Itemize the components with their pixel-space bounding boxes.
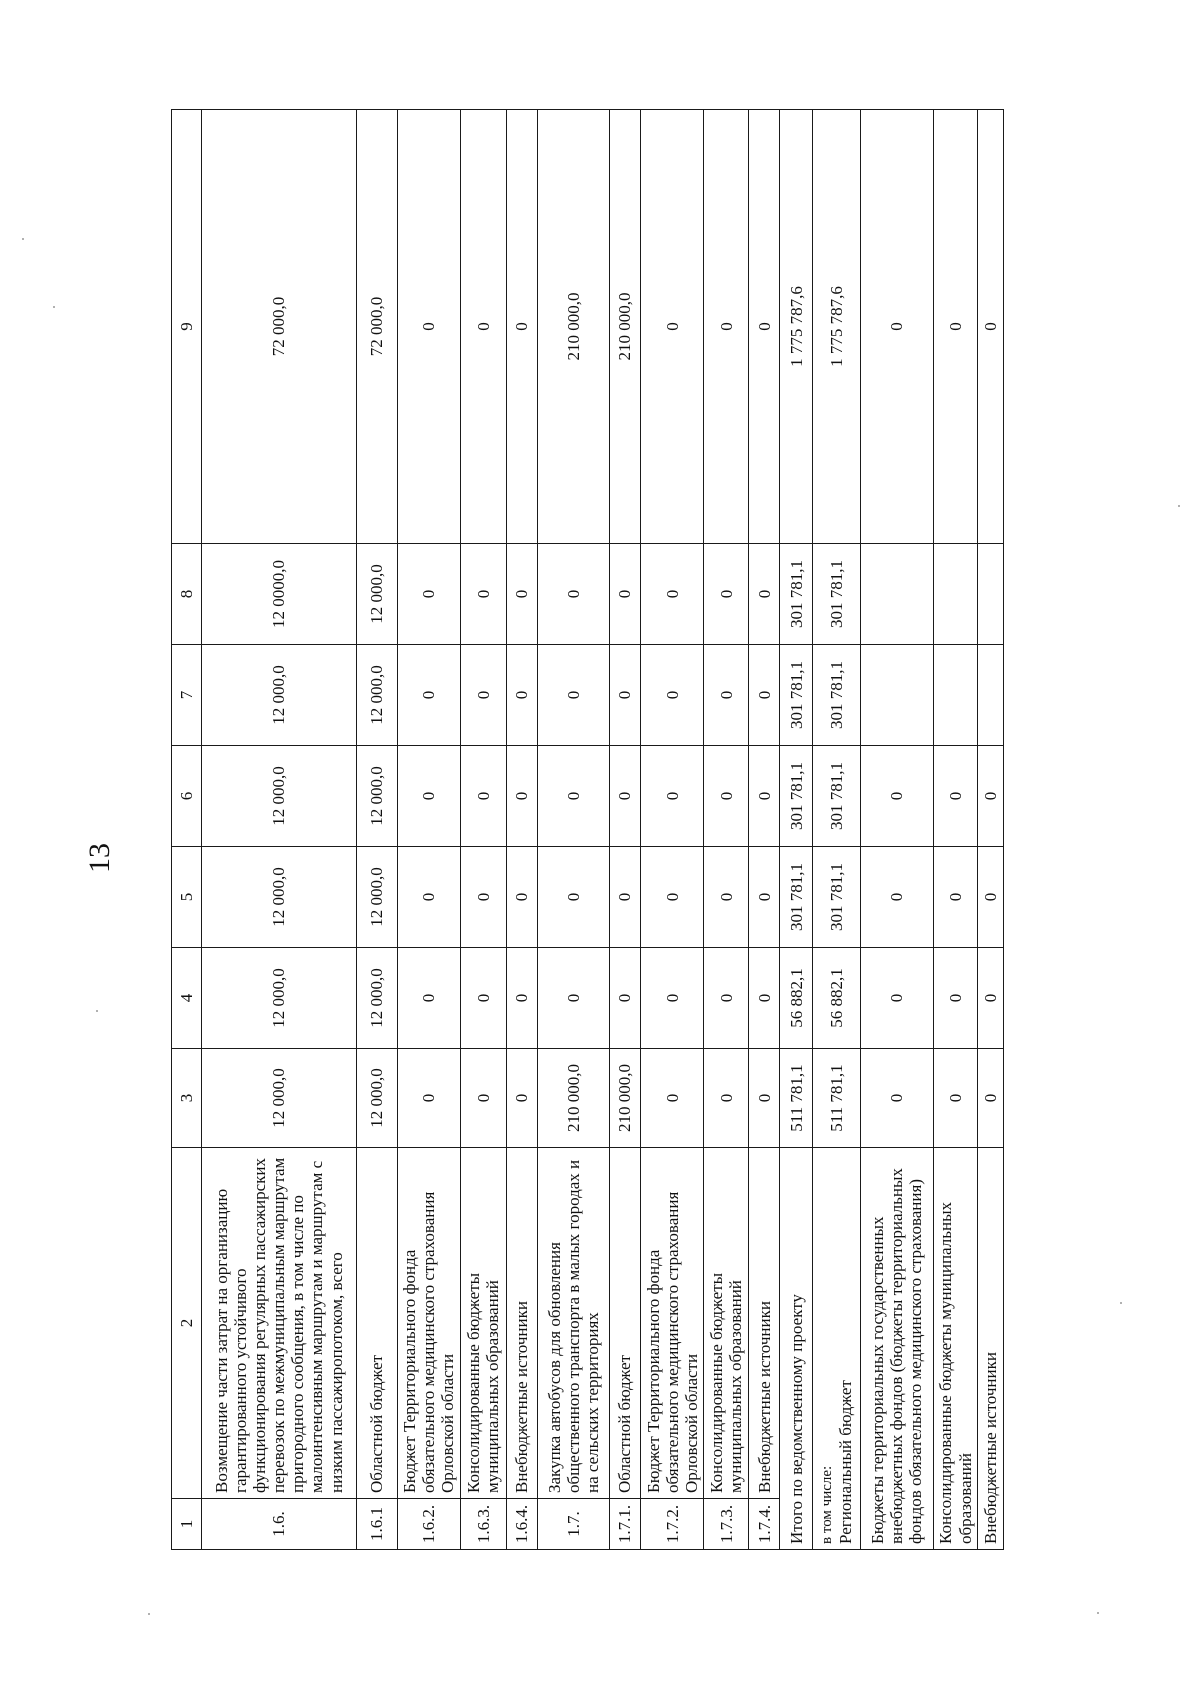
row-description: Закупка автобусов для обновления общественного транспорта в малых городах и на сельских территориях bbox=[538, 1148, 609, 1499]
value-cell: 0 bbox=[397, 544, 460, 645]
table-row bbox=[397, 110, 460, 1550]
total-cell: 0 bbox=[460, 110, 506, 544]
value-cell: 301 781,1 bbox=[813, 847, 861, 948]
value-cell: 0 bbox=[704, 847, 749, 948]
value-cell: 301 781,1 bbox=[813, 645, 861, 746]
row-id: 1.7.3. bbox=[704, 1499, 749, 1550]
value-cell: 0 bbox=[609, 544, 641, 645]
table-row bbox=[749, 110, 780, 1550]
table-row bbox=[538, 110, 609, 1550]
table-row bbox=[641, 110, 704, 1550]
value-cell: 0 bbox=[749, 746, 780, 847]
value-cell: 0 bbox=[538, 847, 609, 948]
table-row bbox=[202, 110, 357, 1550]
value-cell: 12 0000,0 bbox=[202, 544, 357, 645]
total-cell: 0 bbox=[704, 110, 749, 544]
value-cell: 0 bbox=[397, 746, 460, 847]
total-label: Внебюджетные источники bbox=[978, 1148, 1004, 1550]
value-cell: 0 bbox=[641, 645, 704, 746]
value-cell: 0 bbox=[460, 544, 506, 645]
value-cell: 0 bbox=[749, 948, 780, 1049]
value-cell: 0 bbox=[506, 746, 538, 847]
scan-speck bbox=[1120, 1302, 1122, 1304]
value-cell: 0 bbox=[397, 948, 460, 1049]
value-cell: 0 bbox=[861, 847, 933, 948]
scan-speck bbox=[53, 306, 55, 308]
value-cell: 12 000,0 bbox=[356, 1049, 397, 1148]
row-description: Бюджет Территориального фонда обязательного медицинского страхования Орловской области bbox=[641, 1148, 704, 1499]
value-cell: 301 781,1 bbox=[779, 746, 813, 847]
value-cell: 0 bbox=[609, 948, 641, 1049]
value-cell: 0 bbox=[704, 948, 749, 1049]
total-cell: 0 bbox=[749, 110, 780, 544]
value-cell: 210 000,0 bbox=[538, 1049, 609, 1148]
total-cell: 0 bbox=[861, 110, 933, 544]
total-cell: 72 000,0 bbox=[356, 110, 397, 544]
value-cell: 0 bbox=[397, 645, 460, 746]
total-row bbox=[779, 110, 813, 1550]
value-cell: 0 bbox=[609, 645, 641, 746]
row-id: 1.6.2. bbox=[397, 1499, 460, 1550]
row-description: Внебюджетные источники bbox=[506, 1148, 538, 1499]
header-cell: 8 bbox=[172, 544, 202, 645]
in-that-number-label: в том числе: bbox=[818, 1465, 835, 1544]
header-cell: 3 bbox=[172, 1049, 202, 1148]
scan-speck bbox=[96, 1010, 98, 1012]
row-description: Консолидированные бюджеты муниципальных образований bbox=[460, 1148, 506, 1499]
value-cell: 12 000,0 bbox=[202, 746, 357, 847]
value-cell: 56 882,1 bbox=[779, 948, 813, 1049]
row-id: 1.7.2. bbox=[641, 1499, 704, 1550]
table-row bbox=[506, 110, 538, 1550]
value-cell: 0 bbox=[704, 645, 749, 746]
row-id: 1.7. bbox=[538, 1499, 609, 1550]
value-cell: 0 bbox=[978, 1049, 1004, 1148]
value-cell: 0 bbox=[641, 544, 704, 645]
total-label bbox=[813, 1148, 861, 1550]
page-number: 13 bbox=[83, 843, 116, 873]
value-cell: 0 bbox=[506, 847, 538, 948]
header-cell: 5 bbox=[172, 847, 202, 948]
scan-speck bbox=[22, 238, 24, 240]
value-cell bbox=[978, 645, 1004, 746]
total-label: Бюджеты территориальных государственных внебюджетных фондов (бюджеты территориальных фондов обязательного медицинского страхования) bbox=[861, 1148, 933, 1550]
funding-table bbox=[171, 109, 1004, 1550]
table-row bbox=[704, 110, 749, 1550]
value-cell: 0 bbox=[704, 746, 749, 847]
value-cell: 0 bbox=[460, 746, 506, 847]
total-label: Консолидированные бюджеты муниципальных образований bbox=[933, 1148, 978, 1550]
value-cell: 0 bbox=[704, 544, 749, 645]
value-cell: 0 bbox=[538, 544, 609, 645]
value-cell bbox=[861, 645, 933, 746]
value-cell bbox=[861, 544, 933, 645]
value-cell: 0 bbox=[460, 847, 506, 948]
scan-speck bbox=[1178, 505, 1180, 507]
value-cell: 0 bbox=[506, 645, 538, 746]
value-cell: 0 bbox=[978, 948, 1004, 1049]
regional-budget-label: Региональный бюджет bbox=[835, 1380, 855, 1544]
header-cell: 7 bbox=[172, 645, 202, 746]
total-cell: 0 bbox=[506, 110, 538, 544]
total-cell: 0 bbox=[397, 110, 460, 544]
row-id: 1.7.1. bbox=[609, 1499, 641, 1550]
value-cell: 0 bbox=[933, 948, 978, 1049]
value-cell: 0 bbox=[538, 746, 609, 847]
total-label: Итого по ведомственному проекту bbox=[779, 1148, 813, 1550]
header-cell: 9 bbox=[172, 110, 202, 544]
value-cell: 12 000,0 bbox=[202, 1049, 357, 1148]
table-row bbox=[609, 110, 641, 1550]
value-cell: 0 bbox=[861, 746, 933, 847]
total-row bbox=[813, 110, 861, 1550]
total-cell: 210 000,0 bbox=[609, 110, 641, 544]
total-cell: 210 000,0 bbox=[538, 110, 609, 544]
row-description: Бюджет Территориального фонда обязательного медицинского страхования Орловской области bbox=[397, 1148, 460, 1499]
value-cell: 0 bbox=[749, 1049, 780, 1148]
total-cell: 0 bbox=[978, 110, 1004, 544]
value-cell: 210 000,0 bbox=[609, 1049, 641, 1148]
total-cell: 1 775 787,6 bbox=[779, 110, 813, 544]
scan-speck bbox=[148, 1613, 150, 1615]
total-cell: 0 bbox=[933, 110, 978, 544]
value-cell: 12 000,0 bbox=[202, 847, 357, 948]
value-cell: 0 bbox=[397, 847, 460, 948]
value-cell: 0 bbox=[933, 1049, 978, 1148]
value-cell: 0 bbox=[641, 746, 704, 847]
header-cell: 1 bbox=[172, 1499, 202, 1550]
value-cell bbox=[933, 645, 978, 746]
value-cell: 12 000,0 bbox=[202, 948, 357, 1049]
value-cell: 0 bbox=[749, 544, 780, 645]
value-cell: 0 bbox=[460, 1049, 506, 1148]
value-cell: 12 000,0 bbox=[356, 948, 397, 1049]
header-cell: 6 bbox=[172, 746, 202, 847]
row-description: Возмещение части затрат на организацию гарантированного устойчивого функционирования регулярных пассажирских перевозок по межмуниципальным маршрутам пригородного сообщения, в том числе по малоинтенсивным маршрутам и маршрутам с низким пассажиропотоком, всего bbox=[202, 1148, 357, 1499]
value-cell: 301 781,1 bbox=[779, 544, 813, 645]
value-cell: 0 bbox=[506, 1049, 538, 1148]
value-cell: 301 781,1 bbox=[813, 544, 861, 645]
value-cell: 0 bbox=[397, 1049, 460, 1148]
total-cell: 0 bbox=[641, 110, 704, 544]
value-cell: 0 bbox=[749, 645, 780, 746]
total-cell: 72 000,0 bbox=[202, 110, 357, 544]
value-cell: 0 bbox=[861, 1049, 933, 1148]
row-id: 1.6.4. bbox=[506, 1499, 538, 1550]
row-description: Областной бюджет bbox=[356, 1148, 397, 1499]
value-cell: 301 781,1 bbox=[779, 847, 813, 948]
row-id: 1.6.3. bbox=[460, 1499, 506, 1550]
value-cell: 0 bbox=[704, 1049, 749, 1148]
value-cell: 12 000,0 bbox=[356, 746, 397, 847]
value-cell: 12 000,0 bbox=[356, 544, 397, 645]
value-cell: 301 781,1 bbox=[813, 746, 861, 847]
value-cell: 511 781,1 bbox=[779, 1049, 813, 1148]
header-row bbox=[172, 110, 202, 1550]
row-description: Внебюджетные источники bbox=[749, 1148, 780, 1499]
total-row bbox=[978, 110, 1004, 1550]
row-id: 1.7.4. bbox=[749, 1499, 780, 1550]
value-cell: 0 bbox=[538, 948, 609, 1049]
value-cell: 0 bbox=[933, 847, 978, 948]
row-description: Областной бюджет bbox=[609, 1148, 641, 1499]
value-cell: 0 bbox=[978, 746, 1004, 847]
value-cell: 0 bbox=[460, 645, 506, 746]
total-row bbox=[933, 110, 978, 1550]
value-cell: 0 bbox=[609, 746, 641, 847]
header-cell: 2 bbox=[172, 1148, 202, 1499]
value-cell: 0 bbox=[978, 847, 1004, 948]
value-cell: 0 bbox=[749, 847, 780, 948]
value-cell: 56 882,1 bbox=[813, 948, 861, 1049]
value-cell: 0 bbox=[609, 847, 641, 948]
row-id: 1.6.1 bbox=[356, 1499, 397, 1550]
table-row bbox=[356, 110, 397, 1550]
row-description: Консолидированные бюджеты муниципальных образований bbox=[704, 1148, 749, 1499]
value-cell: 0 bbox=[641, 847, 704, 948]
header-cell: 4 bbox=[172, 948, 202, 1049]
value-cell bbox=[933, 544, 978, 645]
value-cell: 0 bbox=[506, 948, 538, 1049]
value-cell: 301 781,1 bbox=[779, 645, 813, 746]
value-cell: 0 bbox=[641, 1049, 704, 1148]
total-row bbox=[861, 110, 933, 1550]
value-cell: 12 000,0 bbox=[356, 645, 397, 746]
value-cell: 0 bbox=[460, 948, 506, 1049]
value-cell: 511 781,1 bbox=[813, 1049, 861, 1148]
value-cell: 12 000,0 bbox=[202, 645, 357, 746]
value-cell: 0 bbox=[861, 948, 933, 1049]
value-cell: 0 bbox=[933, 746, 978, 847]
funding-table-wrapper bbox=[171, 110, 1004, 1550]
value-cell: 0 bbox=[506, 544, 538, 645]
value-cell: 0 bbox=[641, 948, 704, 1049]
row-id: 1.6. bbox=[202, 1499, 357, 1550]
value-cell bbox=[978, 544, 1004, 645]
table-row bbox=[460, 110, 506, 1550]
value-cell: 0 bbox=[538, 645, 609, 746]
scan-speck bbox=[1097, 1612, 1099, 1614]
total-cell: 1 775 787,6 bbox=[813, 110, 861, 544]
value-cell: 12 000,0 bbox=[356, 847, 397, 948]
